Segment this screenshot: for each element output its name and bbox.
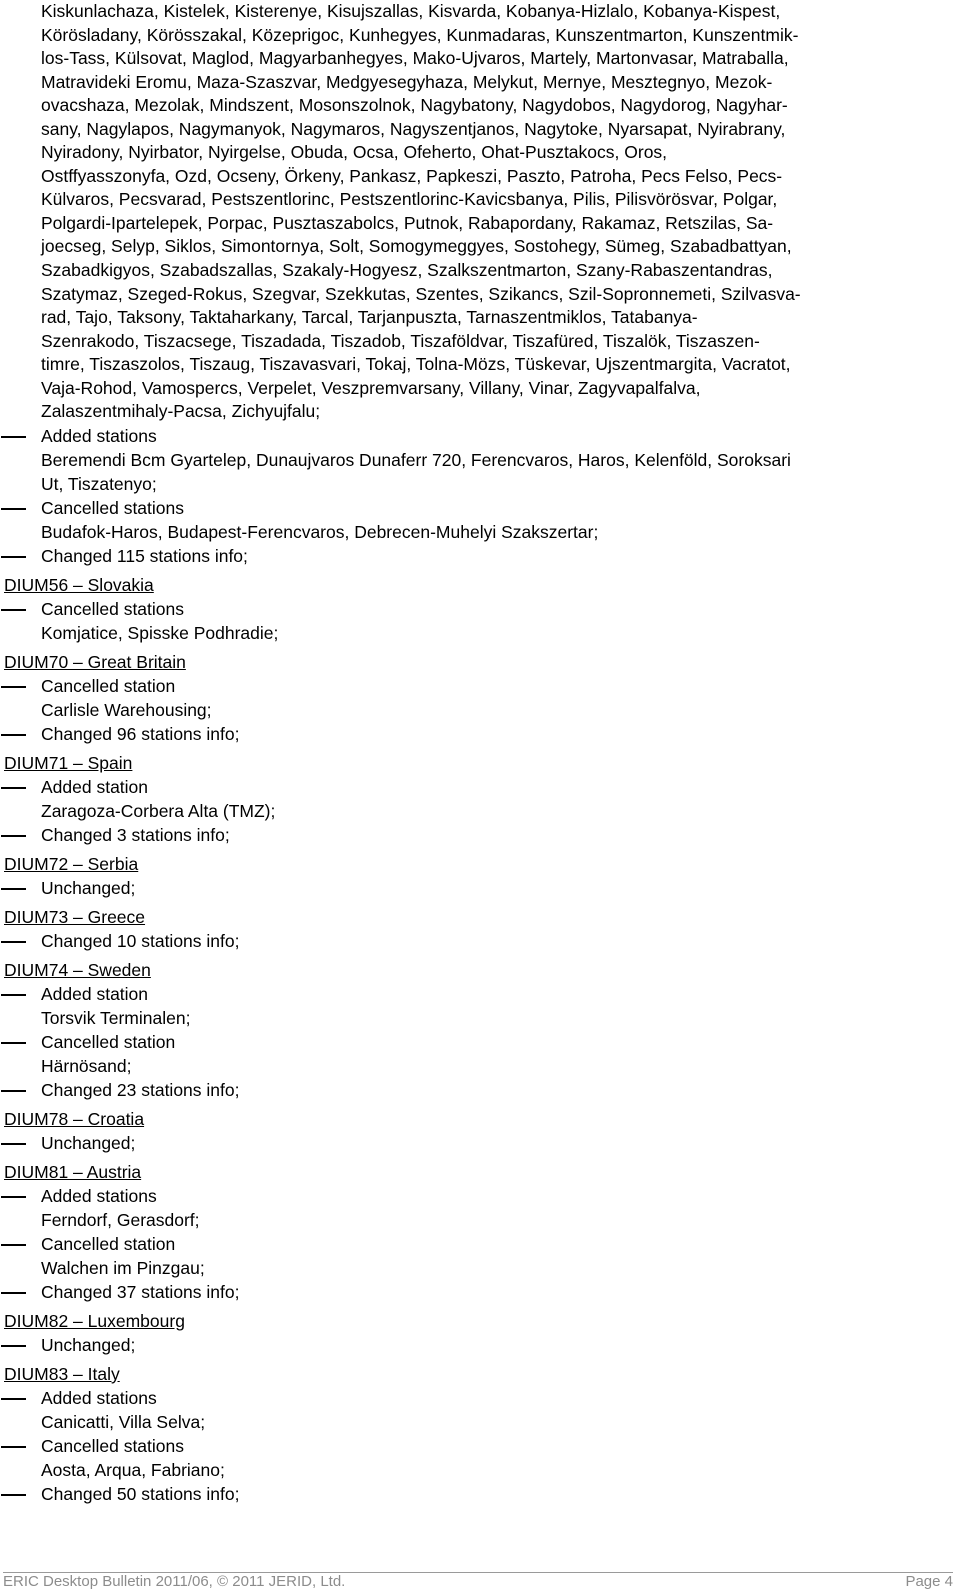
change-label: Unchanged; bbox=[41, 1334, 136, 1355]
change-label: Cancelled station bbox=[41, 1233, 176, 1254]
station-names: Aosta, Arqua, Fabriano; bbox=[41, 1459, 225, 1480]
change-item bbox=[0, 1184, 960, 1208]
station-names: Ut, Tiszatenyo; bbox=[41, 473, 157, 494]
section-heading: DIUM72 – Serbia bbox=[4, 853, 139, 874]
change-label: Cancelled stations bbox=[41, 1435, 184, 1456]
dash-bullet-icon bbox=[1, 1494, 26, 1496]
dash-bullet-icon bbox=[1, 888, 26, 890]
paragraph-line: timre, Tiszaszolos, Tiszaug, Tiszavasvari, Tokaj, Tolna-Mözs, Tüskevar, Ujszentmargita, Vacratot, bbox=[41, 354, 791, 375]
section-heading: DIUM71 – Spain bbox=[4, 752, 133, 773]
paragraph-line: Matravideki Eromu, Maza-Szaszvar, Medgyesegyhaza, Melykut, Mernye, Mesztegnyo, Mezok- bbox=[41, 71, 773, 92]
change-label: Cancelled station bbox=[41, 675, 176, 696]
change-item bbox=[0, 424, 960, 448]
change-label: Changed 115 stations info; bbox=[41, 545, 248, 566]
dash-bullet-icon bbox=[1, 436, 26, 438]
country-sections bbox=[0, 568, 960, 1506]
change-label: Cancelled station bbox=[41, 1031, 176, 1052]
paragraph-line: sany, Nagylapos, Nagymanyok, Nagymaros, Nagyszentjanos, Nagytoke, Nyarsapat, Nyirabrany, bbox=[41, 118, 786, 139]
country-section bbox=[0, 1155, 960, 1304]
section-heading: DIUM70 – Great Britain bbox=[4, 651, 186, 672]
change-item bbox=[0, 544, 960, 568]
change-item bbox=[0, 1131, 960, 1155]
paragraph-line: Zalaszentmihaly-Pacsa, Zichyujfalu; bbox=[41, 401, 321, 422]
dash-bullet-icon bbox=[1, 508, 26, 510]
change-item bbox=[0, 929, 960, 953]
change-item bbox=[0, 982, 960, 1006]
change-label: Changed 10 stations info; bbox=[41, 930, 240, 951]
country-section bbox=[0, 645, 960, 746]
page-footer bbox=[3, 1575, 953, 1589]
paragraph-line: Szabadkigyos, Szabadszallas, Szakaly-Hogyesz, Szalkszentmarton, Szany-Rabaszentandras, bbox=[41, 260, 773, 281]
dash-bullet-icon bbox=[1, 1196, 26, 1198]
station-list-paragraph bbox=[41, 0, 931, 424]
station-names: Komjatice, Spisske Podhradie; bbox=[41, 622, 279, 643]
change-label: Changed 3 stations info; bbox=[41, 824, 230, 845]
dash-bullet-icon bbox=[1, 941, 26, 943]
paragraph-line: Külvaros, Pecsvarad, Pestszentlorinc, Pestszentlorinc-Kavicsbanya, Pilis, Pilisvörösvar, Polgar, bbox=[41, 189, 778, 210]
section-heading: DIUM81 – Austria bbox=[4, 1161, 142, 1182]
change-item bbox=[0, 496, 960, 520]
dash-bullet-icon bbox=[1, 1090, 26, 1092]
change-item bbox=[0, 1333, 960, 1357]
paragraph-line: Szatymaz, Szeged-Rokus, Szegvar, Szekkutas, Szentes, Szikancs, Szil-Sopronnemeti, Szilvasva- bbox=[41, 283, 801, 304]
change-label: Added station bbox=[41, 776, 149, 797]
change-item bbox=[0, 823, 960, 847]
dash-bullet-icon bbox=[1, 1446, 26, 1448]
paragraph-line: joecseg, Selyp, Siklos, Simontornya, Solt, Somogymeggyes, Sostohegy, Sümeg, Szabadbattyan, bbox=[41, 236, 792, 257]
change-label: Added stations bbox=[41, 1387, 157, 1408]
paragraph-line: rad, Tajo, Taksony, Taktaharkany, Tarcal, Tarjanpuszta, Tarnaszentmiklos, Tatabanya- bbox=[41, 307, 698, 328]
country-section bbox=[0, 1304, 960, 1357]
country-section bbox=[0, 568, 960, 645]
station-names: Walchen im Pinzgau; bbox=[41, 1257, 205, 1278]
country-section bbox=[0, 847, 960, 900]
station-names: Härnösand; bbox=[41, 1055, 132, 1076]
change-item bbox=[0, 1030, 960, 1054]
paragraph-line: Ostffyasszonyfa, Ozd, Ocseny, Örkeny, Pankasz, Papkeszi, Paszto, Patroha, Pecs Felso, Pecs- bbox=[41, 165, 783, 186]
dash-bullet-icon bbox=[1, 1143, 26, 1145]
paragraph-line: Szenrakodo, Tiszacsege, Tiszadada, Tiszadob, Tiszaföldvar, Tiszafüred, Tiszalök, Tiszaszen- bbox=[41, 330, 760, 351]
dash-bullet-icon bbox=[1, 609, 26, 611]
country-section bbox=[0, 900, 960, 953]
country-section bbox=[0, 1102, 960, 1155]
paragraph-line: Vaja-Rohod, Vamospercs, Verpelet, Veszpremvarsany, Villany, Vinar, Zagyvapalfalva, bbox=[41, 377, 701, 398]
dash-bullet-icon bbox=[1, 1398, 26, 1400]
change-label: Added stations bbox=[41, 425, 157, 446]
page-number: Page 4 bbox=[905, 1573, 953, 1590]
station-names: Torsvik Terminalen; bbox=[41, 1007, 191, 1028]
dash-bullet-icon bbox=[1, 787, 26, 789]
station-names: Budafok-Haros, Budapest-Ferencvaros, Debrecen-Muhelyi Szakszertar; bbox=[41, 521, 599, 542]
change-item bbox=[0, 597, 960, 621]
section-heading: DIUM56 – Slovakia bbox=[4, 574, 154, 595]
section-heading: DIUM82 – Luxembourg bbox=[4, 1310, 185, 1331]
change-label: Unchanged; bbox=[41, 1132, 136, 1153]
change-item bbox=[0, 722, 960, 746]
change-item bbox=[0, 674, 960, 698]
change-label: Cancelled stations bbox=[41, 598, 184, 619]
station-names: Carlisle Warehousing; bbox=[41, 699, 212, 720]
station-names: Zaragoza-Corbera Alta (TMZ); bbox=[41, 800, 276, 821]
dash-bullet-icon bbox=[1, 994, 26, 996]
change-label: Changed 96 stations info; bbox=[41, 723, 240, 744]
change-item bbox=[0, 1078, 960, 1102]
dash-bullet-icon bbox=[1, 835, 26, 837]
country-section bbox=[0, 1357, 960, 1506]
country-section bbox=[0, 953, 960, 1102]
country-section bbox=[0, 746, 960, 847]
dash-bullet-icon bbox=[1, 734, 26, 736]
change-item bbox=[0, 1482, 960, 1506]
paragraph-line: Polgardi-Ipartelepek, Porpac, Pusztaszabolcs, Putnok, Rabapordany, Rakamaz, Retszilas, Sa- bbox=[41, 212, 774, 233]
change-item bbox=[0, 1232, 960, 1256]
change-label: Added station bbox=[41, 983, 149, 1004]
paragraph-line: Kiskunlachaza, Kistelek, Kisterenye, Kisujszallas, Kisvarda, Kobanya-Hizlalo, Kobanya-Kispest, bbox=[41, 1, 781, 21]
section-heading: DIUM83 – Italy bbox=[4, 1363, 120, 1384]
change-item bbox=[0, 1434, 960, 1458]
change-item bbox=[0, 1280, 960, 1304]
change-label: Added stations bbox=[41, 1185, 157, 1206]
dash-bullet-icon bbox=[1, 686, 26, 688]
section-heading: DIUM73 – Greece bbox=[4, 906, 146, 927]
dash-bullet-icon bbox=[1, 1292, 26, 1294]
hungary-changes bbox=[0, 424, 960, 568]
change-item bbox=[0, 876, 960, 900]
change-label: Changed 23 stations info; bbox=[41, 1079, 240, 1100]
dash-bullet-icon bbox=[1, 1244, 26, 1246]
paragraph-line: los-Tass, Külsovat, Maglod, Magyarbanhegyes, Mako-Ujvaros, Martely, Martonvasar, Matraballa, bbox=[41, 48, 789, 69]
change-label: Cancelled stations bbox=[41, 497, 184, 518]
station-names: Beremendi Bcm Gyartelep, Dunaujvaros Dunaferr 720, Ferencvaros, Haros, Kelenföld, Soroksari bbox=[41, 449, 791, 470]
footer-bulletin-title: ERIC Desktop Bulletin 2011/06, © 2011 JERID, Ltd. bbox=[3, 1573, 346, 1590]
dash-bullet-icon bbox=[1, 1345, 26, 1347]
paragraph-line: Nyiradony, Nyirbator, Nyirgelse, Obuda, Ocsa, Ofeherto, Ohat-Pusztakocs, Oros, bbox=[41, 142, 668, 163]
change-item bbox=[0, 775, 960, 799]
station-names: Canicatti, Villa Selva; bbox=[41, 1411, 206, 1432]
change-item bbox=[0, 1386, 960, 1410]
change-label: Changed 37 stations info; bbox=[41, 1281, 240, 1302]
section-heading: DIUM78 – Croatia bbox=[4, 1108, 145, 1129]
station-names: Ferndorf, Gerasdorf; bbox=[41, 1209, 200, 1230]
dash-bullet-icon bbox=[1, 556, 26, 558]
paragraph-line: Körösladany, Körösszakal, Közeprigoc, Kunhegyes, Kunmadaras, Kunszentmarton, Kunszentmik- bbox=[41, 24, 799, 45]
section-heading: DIUM74 – Sweden bbox=[4, 959, 151, 980]
change-label: Unchanged; bbox=[41, 877, 136, 898]
paragraph-line: ovacshaza, Mezolak, Mindszent, Mosonszolnok, Nagybatony, Nagydobos, Nagydorog, Nagyhar- bbox=[41, 95, 788, 116]
dash-bullet-icon bbox=[1, 1042, 26, 1044]
change-label: Changed 50 stations info; bbox=[41, 1483, 240, 1504]
